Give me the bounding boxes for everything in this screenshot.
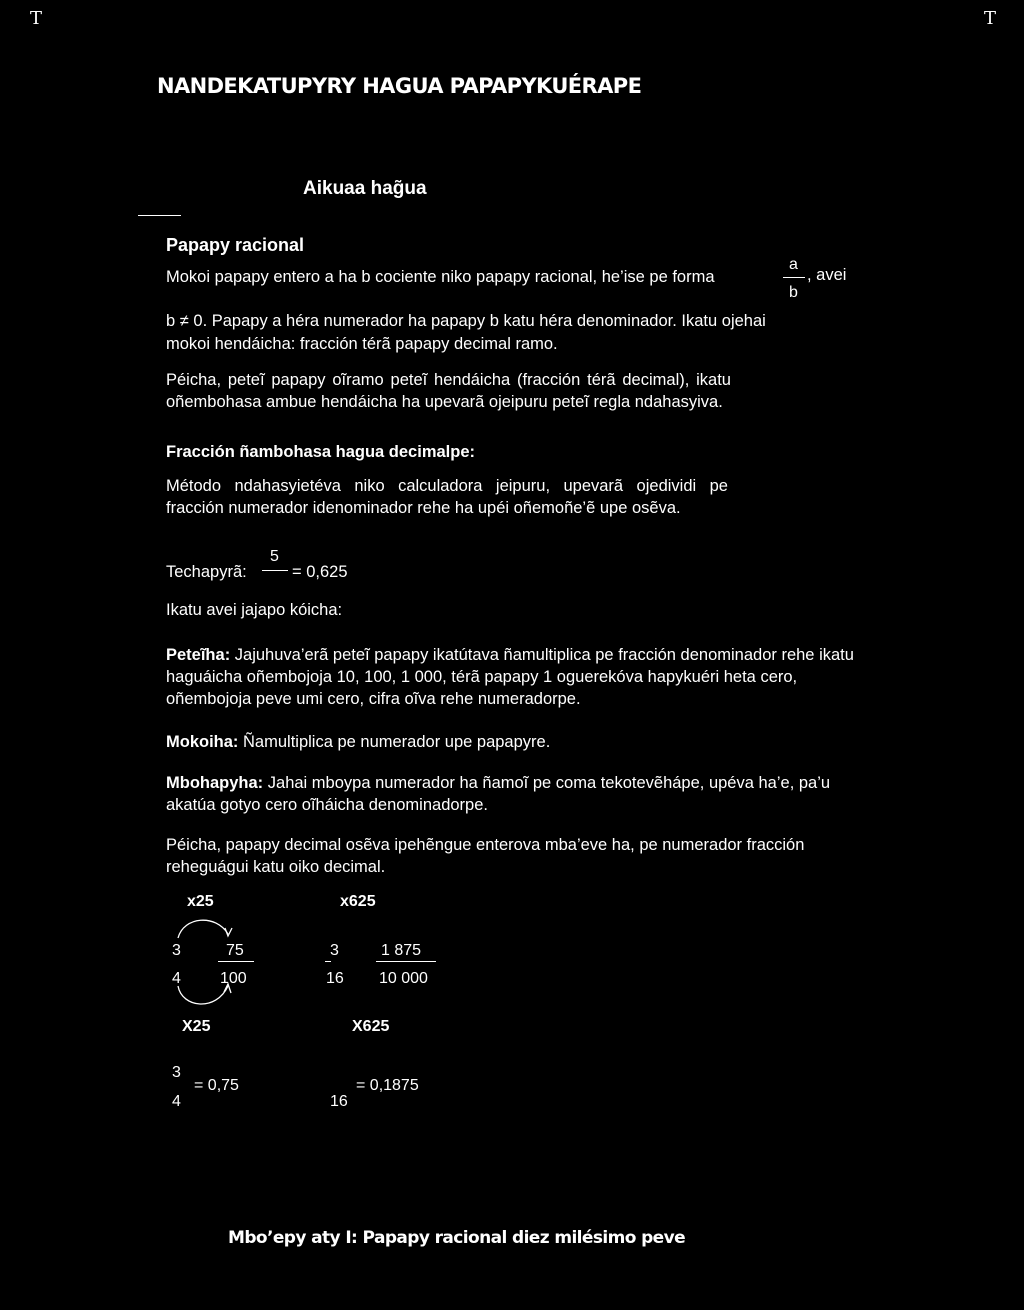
example-numerator: 5 bbox=[270, 548, 279, 565]
step-2-text: Ñamultiplica pe numerador upe papapyre. bbox=[243, 733, 551, 751]
intro-frac-denominator: b bbox=[789, 284, 798, 301]
step-3-label: Mbohapyha: bbox=[166, 774, 264, 792]
left-top-arrow-head bbox=[225, 928, 232, 936]
left-mult-bottom: X25 bbox=[182, 1018, 211, 1035]
left-top-arrow-curve bbox=[178, 920, 228, 938]
right-denominator: 16 bbox=[326, 970, 344, 987]
right-numerator: 3 bbox=[330, 942, 339, 959]
intro-line-1-end: , avei bbox=[807, 266, 847, 284]
also-text: Ikatu avei jajapo kóicha: bbox=[166, 601, 343, 619]
right-result: = 0,1875 bbox=[356, 1077, 419, 1094]
intro-line-3: mokoi hendáicha: fracción térã papapy decimal ramo. bbox=[166, 335, 558, 353]
left-numerator: 3 bbox=[172, 942, 181, 959]
intro-line-1 bbox=[166, 266, 866, 288]
page-header: NANDEKATUPYRY HAGUA PAPAPYKUÉRAPE bbox=[157, 74, 642, 98]
example-label: Techapyrã: bbox=[166, 563, 247, 581]
corner-mark-left: T bbox=[30, 8, 43, 29]
left-bottom-arrow-curve bbox=[178, 986, 228, 1004]
left-result-denominator: 4 bbox=[172, 1093, 181, 1110]
paragraph-conclusion: Péicha, papapy decimal osẽva ipehẽngue enterova mba’eve ha, pe numerador fracción reheguágui katu oiko decimal. bbox=[166, 836, 805, 876]
left-frac-bar bbox=[218, 961, 254, 962]
right-mult-top: x625 bbox=[340, 893, 376, 910]
right-frac-bar bbox=[376, 961, 436, 962]
paragraph-conversion: Péicha, peteĩ papapy oĩramo peteĩ hendáicha (fracción térã decimal), ikatu oñembohasa ambue hendáicha ha upevarã ojeipuru peteĩ regla ndahasyiva. bbox=[166, 371, 731, 411]
section-title: Aikuaa hag̃ua bbox=[303, 178, 427, 199]
left-arrows bbox=[170, 910, 240, 1020]
step-3 bbox=[166, 772, 866, 816]
right-frac-bar-small bbox=[325, 961, 331, 962]
right-result-denominator: 16 bbox=[330, 1093, 348, 1110]
corner-mark-right: T bbox=[984, 8, 997, 29]
step-1 bbox=[166, 644, 866, 710]
left-mult-top: x25 bbox=[187, 893, 214, 910]
left-denominator-2: 100 bbox=[220, 970, 247, 987]
example-result: = 0,625 bbox=[292, 563, 348, 581]
left-result: = 0,75 bbox=[194, 1077, 239, 1094]
fraction-subtitle: Fracción ñambohasa hagua decimalpe: bbox=[166, 443, 476, 461]
step-3-text: Jahai mboypa numerador ha ñamoĩ pe coma tekotevẽhápe, upéva ha’e, pa’u akatúa gotyo cero oĩháicha denominadorpe. bbox=[166, 774, 831, 814]
example-frac-bar bbox=[262, 570, 288, 571]
step-1-label: Peteĩha: bbox=[166, 646, 231, 664]
page-footer: Mbo’epy aty I: Papapy racional diez milésimo peve bbox=[228, 1228, 686, 1248]
left-numerator-2: 75 bbox=[226, 942, 244, 959]
right-numerator-2: 1 875 bbox=[381, 942, 422, 959]
intro-frac-bar bbox=[783, 277, 805, 278]
step-1-text: Jajuhuva’erã peteĩ papapy ikatútava ñamultiplica pe fracción denominador rehe ikatu haguáicha oñembojoja 10, 100, 1 000, térã papapy 1 oguerekóva hapykuéri heta cero, oñembojoja peve umi cero, cifra oĩva rehe numeradorpe. bbox=[166, 646, 854, 708]
step-2-label: Mokoiha: bbox=[166, 733, 239, 751]
divider bbox=[138, 215, 181, 216]
step-2 bbox=[166, 731, 866, 753]
right-denominator-2: 10 000 bbox=[379, 970, 428, 987]
right-mult-bottom: X625 bbox=[352, 1018, 390, 1035]
intro-line-2: b ≠ 0. Papapy a héra numerador ha papapy b katu héra denominador. Ikatu ojehai bbox=[166, 312, 766, 330]
intro-line-1-text: Mokoi papapy entero a ha b cociente niko papapy racional, he’ise pe forma bbox=[166, 268, 715, 286]
left-denominator: 4 bbox=[172, 970, 181, 987]
intro-frac-numerator: a bbox=[789, 256, 798, 273]
paragraph-method: Método ndahasyietéva niko calculadora jeipuru, upevarã ojedividi pe fracción numerador idenominador rehe ha upéi oñemoñe’ẽ upe osẽva. bbox=[166, 477, 728, 517]
intro-title: Papapy racional bbox=[166, 235, 305, 255]
left-result-numerator: 3 bbox=[172, 1064, 181, 1081]
